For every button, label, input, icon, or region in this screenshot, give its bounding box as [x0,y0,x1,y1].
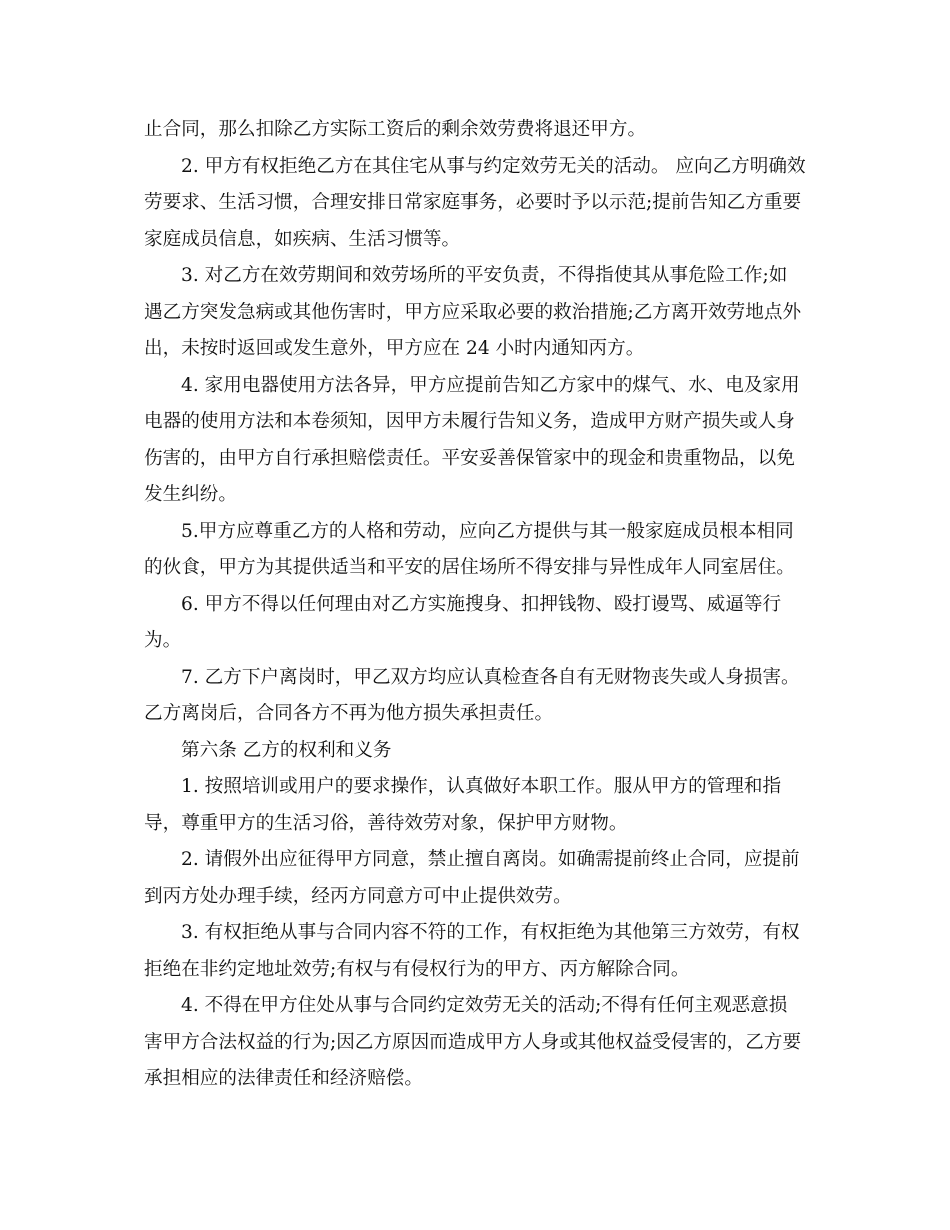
text-line-4: 家庭成员信息，如疾病、生活习惯等。 [144,228,461,250]
text-line-9: 电器的使用方法和本卷须知，因甲方未履行告知义务，造成甲方财产损失或人身 [144,411,795,432]
text-line-11: 发生纠纷。 [144,484,237,505]
text-line-26: 害甲方合法权益的行为;因乙方原因而造成甲方人身或其他权益受侵害的，乙方要 [144,1031,802,1053]
text-line-3: 劳要求、生活习惯，合理安排日常家庭事务，必要时予以示范;提前告知乙方重要 [144,192,802,213]
text-line-17: 乙方离岗后，合同各方不再为他方损失承担责任。 [144,703,554,724]
text-line-19: 1. 按照培训或用户的要求操作，认真做好本职工作。服从甲方的管理和指 [181,776,782,797]
text-line-14: 6. 甲方不得以任何理由对乙方实施搜身、扣押钱物、殴打谩骂、威逼等行 [181,593,782,615]
text-line-6: 遇乙方突发急病或其他伤害时，甲方应采取必要的救治措施;乙方离开效劳地点外 [144,301,802,323]
text-line-22: 到丙方处办理手续，经丙方同意方可中止提供效劳。 [144,885,572,907]
text-line-25: 4. 不得在甲方住处从事与合同约定效劳无关的活动;不得有任何主观恶意损 [181,995,788,1016]
document-page [144,112,808,1098]
text-line-27: 承担相应的法律责任和经济赔偿。 [144,1068,423,1089]
text-line-5: 3. 对乙方在效劳期间和效劳场所的平安负责，不得指使其从事危险工作;如 [181,265,788,286]
text-line-8: 4. 家用电器使用方法各异，甲方应提前告知乙方家中的煤气、水、电及家用 [181,374,800,396]
text-line-23: 3. 有权拒绝从事与合同内容不符的工作，有权拒绝为其他第三方效劳，有权 [181,922,800,943]
text-line-15: 为。 [144,630,182,651]
text-line-24: 拒绝在非约定地址效劳;有权与有侵权行为的甲方、丙方解除合同。 [144,958,690,980]
text-line-12: 5.甲方应尊重乙方的人格和劳动，应向乙方提供与其一般家庭成员根本相同 [181,520,794,542]
text-line-13: 的伙食，甲方为其提供适当和平安的居住场所不得安排与异性成年人同室居住。 [144,557,795,578]
text-line-20: 导，尊重甲方的生活习俗，善待效劳对象，保护甲方财物。 [144,812,628,834]
section-heading: 第六条 乙方的权利和义务 [181,739,392,761]
text-line-21: 2. 请假外出应征得甲方同意，禁止擅自离岗。如确需提前终止合同，应提前 [181,849,800,870]
text-line-16: 7. 乙方下户离岗时，甲乙双方均应认真检查各自有无财物丧失或人身损害。 [181,666,800,688]
text-line-1: 止合同，那么扣除乙方实际工资后的剩余效劳费将退还甲方。 [144,119,647,140]
text-line-10: 伤害的，由甲方自行承担赔偿责任。平安妥善保管家中的现金和贵重物品，以免 [144,447,795,469]
text-line-2: 2. 甲方有权拒绝乙方在其住宅从事与约定效劳无关的活动。 应向乙方明确效 [181,155,806,177]
text-line-7: 出，未按时返回或发生意外，甲方应在 24 小时内通知丙方。 [144,338,645,359]
